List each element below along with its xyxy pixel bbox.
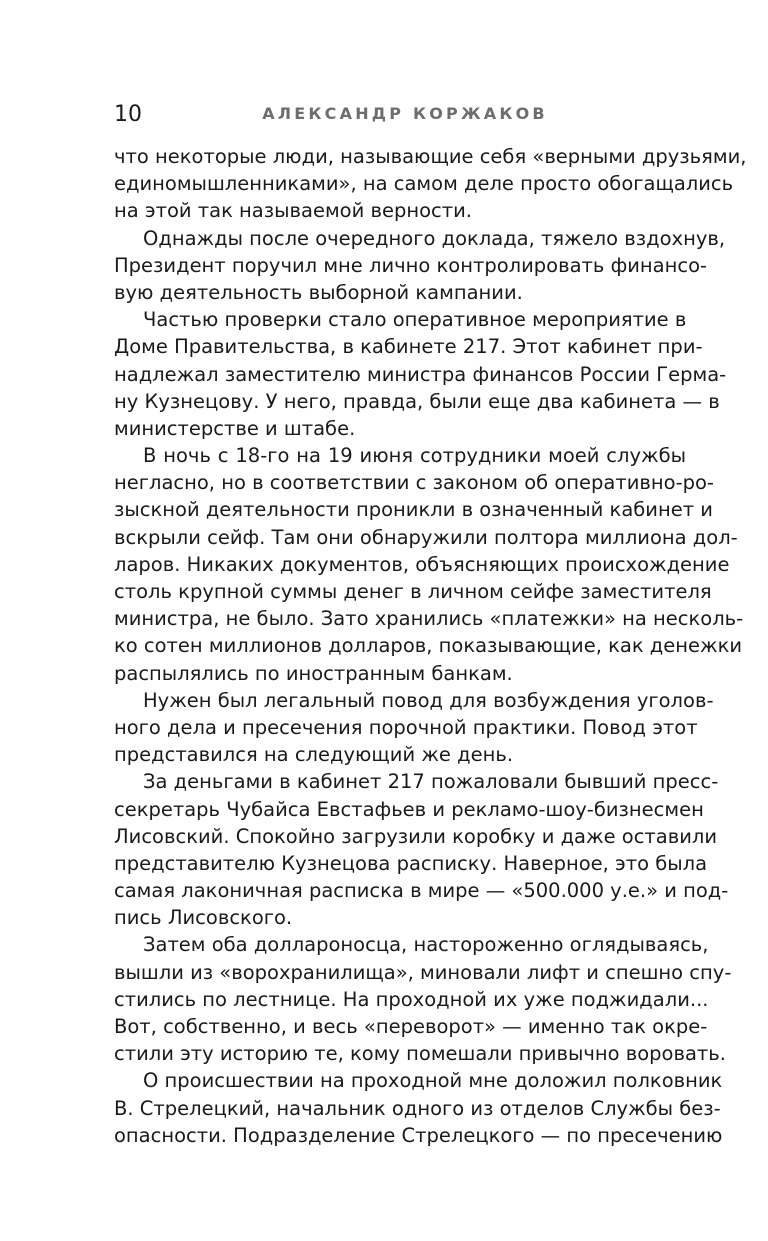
paragraph [114,225,726,307]
text-line: вышли из «ворохранилища», миновали лифт и спешно спу- [114,960,732,984]
text-line: секретарь Чубайса Евстафьев и рекламо-шоу-бизнесмен [114,797,704,821]
text-line: на этой так называемой верности. [114,199,472,223]
text-line: Затем оба доллароносца, настороженно оглядываясь, [143,933,709,957]
text-line: надлежал заместителю министра финансов России Герма- [114,362,727,386]
text-line: Вот, собственно, и весь «переворот» — именно так окре- [114,1015,708,1038]
text-line: самая лаконичная расписка в мире — «500.000 у.е.» и под- [114,879,729,903]
text-line: ко сотен миллионов долларов, показывающие, как денежки [114,634,743,658]
text-line: вую деятельность выборной кампании. [114,280,523,304]
paragraph [114,687,714,769]
text-line: представился на следующий же день. [114,743,514,767]
text-line: стились по лестнице. На проходной их уже поджидали... [114,987,709,1011]
page-number: 10 [114,102,142,127]
text-line: Нужен был легальный повод для возбуждения уголов- [143,688,714,712]
text-line: распылялись по иностранным банкам. [114,661,513,685]
text-line: В ночь с 18-го на 19 июня сотрудники моей службы [143,444,686,468]
text-line: Однажды после очередного доклада, тяжело вздохнув, [143,226,726,250]
text-line: представителю Кузнецова расписку. Наверное, это была [114,851,708,875]
text-line: Президент поручил мне лично контролировать финансо- [114,253,708,277]
text-line: ларов. Никаких документов, объясняющих происхождение [114,552,730,576]
text-line: столь крупной суммы денег в личном сейфе заместителя [114,580,712,603]
text-line: В. Стрелецкий, начальник одного из отделов Службы без- [114,1096,721,1120]
text-line: вскрыли сейф. Там они обнаружили полтора миллиона дол- [114,525,738,549]
paragraph [114,442,744,687]
text-line: единомышленниками», на самом деле просто обогащались [114,172,734,196]
text-line: министра, не было. Зато хранились «платежки» на несколь- [114,607,744,631]
running-header: АЛЕКСАНДР КОРЖАКОВ [262,104,548,123]
text-line: ну Кузнецову. У него, правда, были еще два кабинета — в [114,389,720,413]
text-line: ного дела и пресечения порочной практики. Повод этот [114,715,698,739]
text-line: Частью проверки стало оперативное мероприятие в [143,308,687,332]
paragraph [114,143,747,225]
text-line: что некоторые люди, называющие себя «верными друзьями, [114,145,747,168]
paragraph [114,1067,723,1149]
text-line: Лисовский. Спокойно загрузили коробку и даже оставили [114,824,718,848]
paragraph [114,768,729,931]
text-line: опасности. Подразделение Стрелецкого — по пресечению [114,1123,723,1147]
paragraph [114,931,732,1067]
text-line: зыскной деятельности проникли в означенный кабинет и [114,498,713,522]
text-line: негласно, но в соответствии с законом об оперативно-ро- [114,471,714,495]
text-line: О происшествии на проходной мне доложил полковник [143,1069,723,1093]
text-line: министерстве и штабе. [114,416,356,440]
body-text [114,143,747,1149]
text-line: За деньгами в кабинет 217 пожаловали бывший пресс- [143,770,719,794]
text-line: стили эту историю те, кому помешали привычно воровать. [114,1042,726,1066]
text-line: Доме Правительства, в кабинете 217. Этот кабинет при- [114,335,703,359]
text-line: пись Лисовского. [114,906,293,930]
paragraph [114,306,727,442]
